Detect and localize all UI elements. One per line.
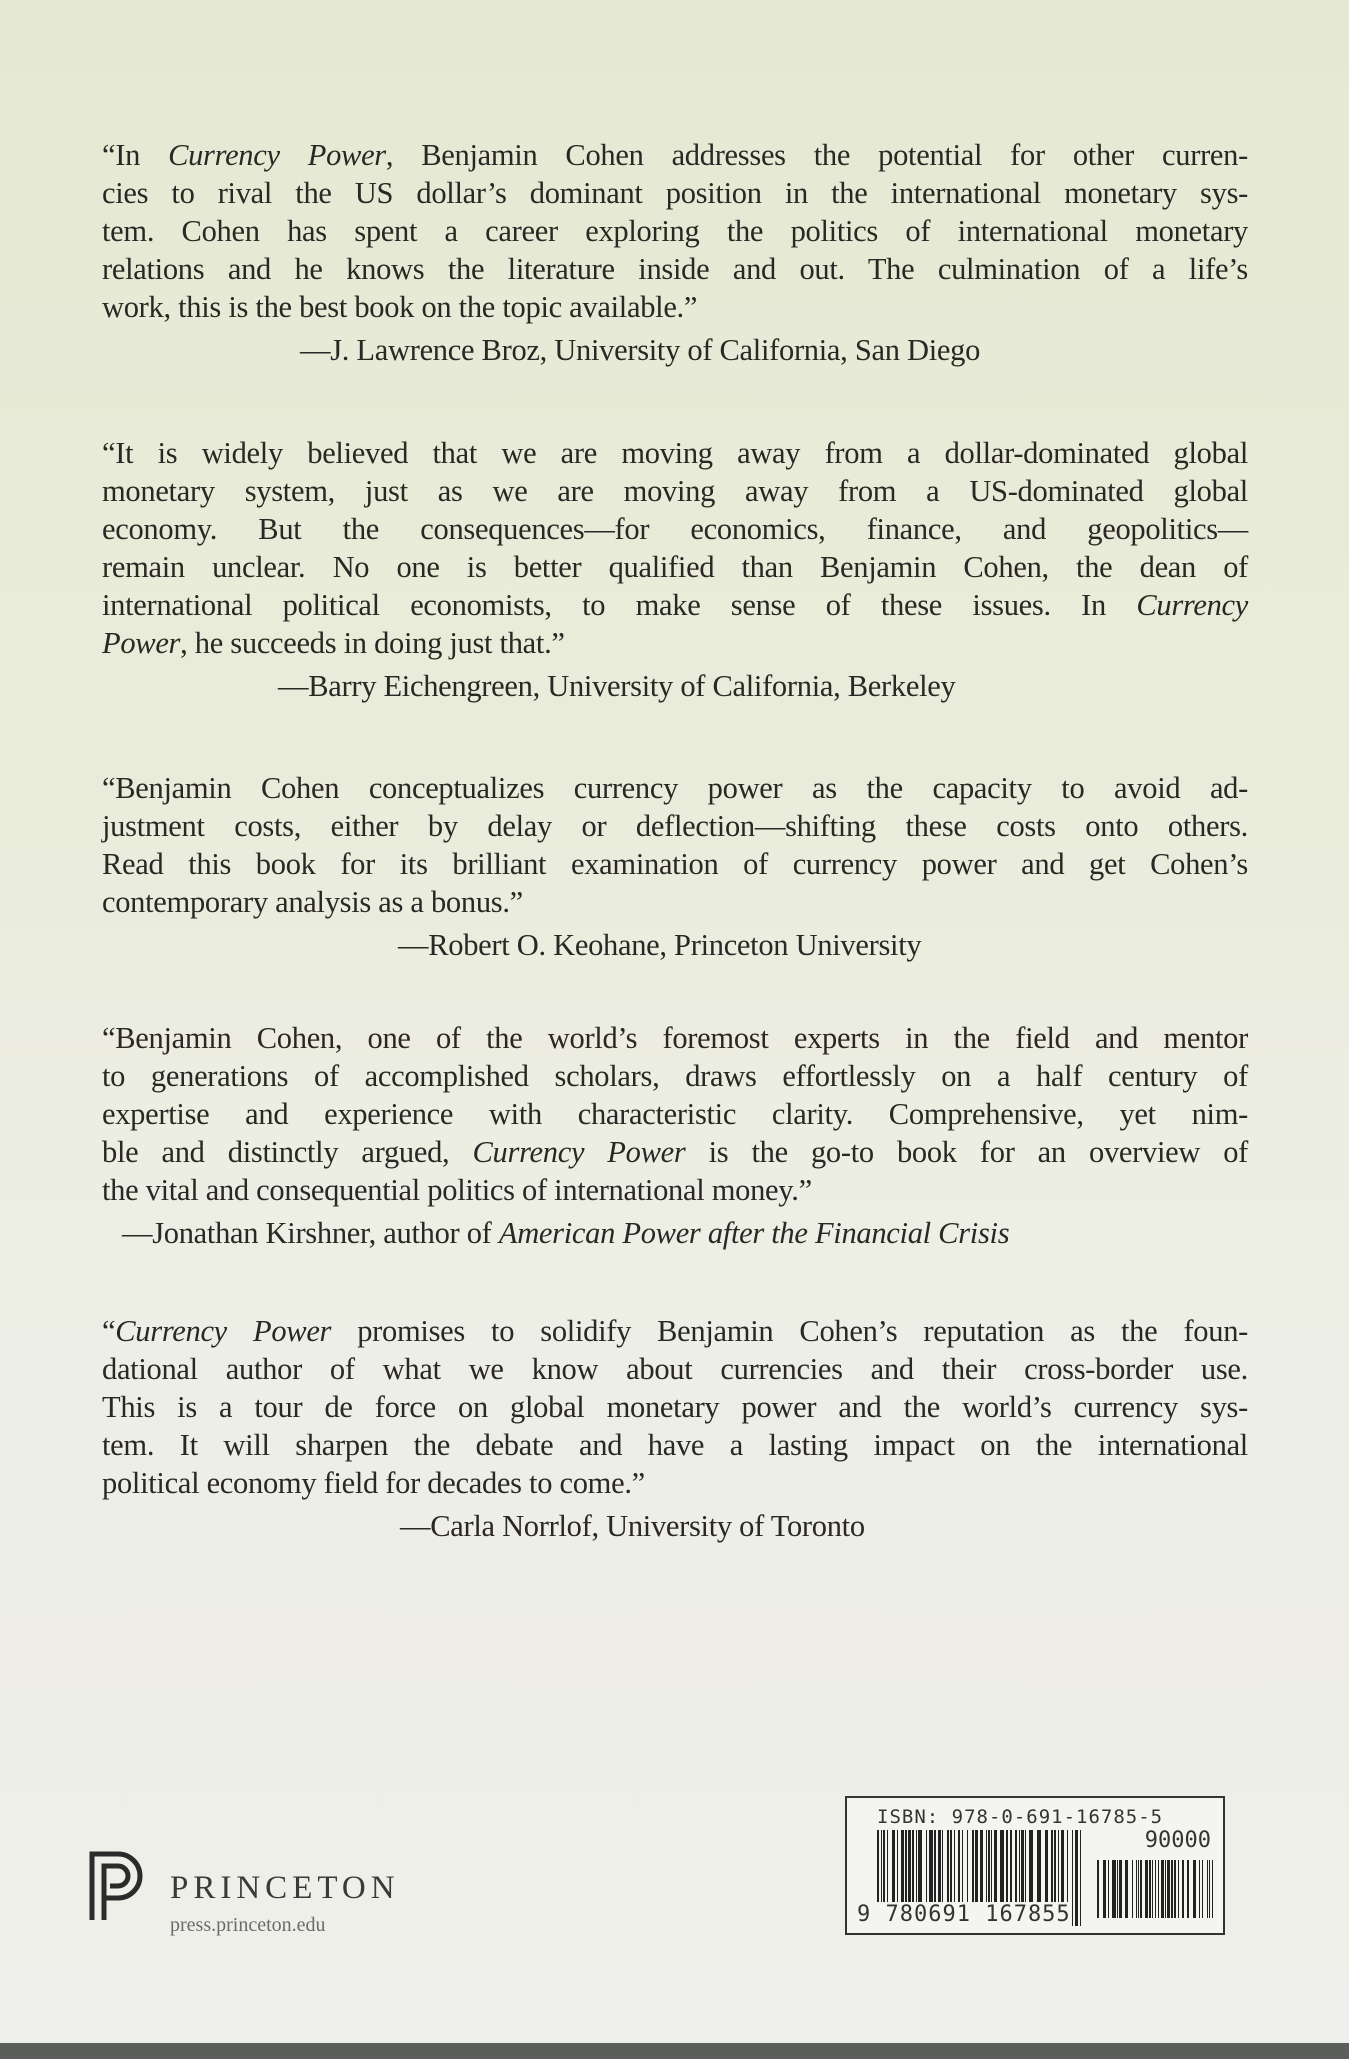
blurb-kirshner — [102, 1019, 1248, 1253]
quote-line — [102, 548, 1248, 586]
barcode-bar — [1174, 1860, 1176, 1918]
barcode-bar — [1199, 1860, 1200, 1918]
publisher-url: press.princeton.edu — [170, 1914, 326, 1936]
text-segment: to generations of accomplished scholars, draws effortlessly on a half century of — [102, 1059, 1248, 1093]
barcode-bar — [1193, 1860, 1196, 1918]
barcode-bar — [1080, 1830, 1081, 1926]
barcode-bar — [1165, 1860, 1166, 1918]
text-segment: , he succeeds in doing just that.” — [180, 626, 565, 660]
isbn-label: ISBN: 978-0-691-16785-5 — [877, 1806, 1164, 1828]
text-segment: is the go-to book for an overview of — [685, 1135, 1249, 1169]
ean-digits: 9 780691 167855 — [857, 1902, 1071, 1927]
text-segment: contemporary analysis as a bonus.” — [102, 885, 523, 919]
isbn-barcode — [845, 1796, 1225, 1935]
quote-attribution — [102, 925, 1248, 965]
italic-title: American Power after the Financial Crisis — [498, 1216, 1010, 1250]
text-segment: tem. Cohen has spent a career exploring the politics of international monetary — [102, 214, 1248, 248]
quote-line — [102, 769, 1248, 807]
text-segment: —Barry Eichengreen, University of California, Berkeley — [278, 669, 956, 703]
quote-line — [102, 1426, 1248, 1464]
quote-attribution — [102, 666, 1248, 706]
quote-line — [102, 883, 1248, 921]
text-segment: political economy field for decades to come.” — [102, 1466, 645, 1500]
barcode-bar — [1161, 1860, 1164, 1918]
text-segment: —J. Lawrence Broz, University of California, San Diego — [300, 333, 981, 367]
text-segment: monetary system, just as we are moving away from a US-dominated global — [102, 474, 1248, 508]
barcode-bar — [1132, 1860, 1133, 1918]
quote-line — [102, 136, 1248, 174]
barcode-bar — [1075, 1830, 1078, 1926]
barcode-bar — [1125, 1860, 1128, 1918]
quote-attribution — [102, 1213, 1248, 1253]
text-segment: justment costs, either by delay or deflection—shifting these costs onto others. — [102, 809, 1248, 843]
quote-attribution — [102, 1506, 1248, 1546]
text-segment: the vital and consequential politics of international money.” — [102, 1173, 812, 1207]
quote-line — [102, 434, 1248, 472]
text-segment: tem. It will sharpen the debate and have a lasting impact on the international — [102, 1428, 1248, 1462]
text-segment: international political economists, to make sense of these issues. In — [102, 588, 1137, 622]
text-segment: “It is widely believed that we are moving away from a dollar-dominated global — [102, 436, 1248, 470]
text-segment: promises to solidify Benjamin Cohen’s reputation as the foun- — [331, 1314, 1249, 1348]
text-segment: “Benjamin Cohen conceptualizes currency power as the capacity to avoid ad- — [102, 771, 1248, 805]
text-segment: —Robert O. Keohane, Princeton University — [398, 928, 922, 962]
text-segment: expertise and experience with characteristic clarity. Comprehensive, yet nim- — [102, 1097, 1248, 1131]
text-segment: ble and distinctly argued, — [102, 1135, 473, 1169]
barcode-bar — [1140, 1860, 1142, 1918]
princeton-p-logo-icon — [88, 1850, 148, 1922]
text-segment: remain unclear. No one is better qualified than Benjamin Cohen, the dean of — [102, 550, 1248, 584]
blurb-broz — [102, 136, 1248, 370]
text-segment: relations and he knows the literature inside and out. The culmination of a life’s — [102, 252, 1248, 286]
quote-line — [102, 1312, 1248, 1350]
text-segment: Read this book for its brilliant examination of currency power and get Cohen’s — [102, 847, 1248, 881]
barcode-bar — [1108, 1860, 1109, 1918]
quote-line — [102, 288, 1248, 326]
barcode-bar — [1152, 1860, 1153, 1918]
quote-line — [102, 1019, 1248, 1057]
text-segment: , Benjamin Cohen addresses the potential for other curren- — [385, 138, 1248, 172]
text-segment: dational author of what we know about currencies and their cross-border use. — [102, 1352, 1248, 1386]
price-code: 90000 — [1144, 1828, 1211, 1853]
barcode-bar — [1112, 1860, 1116, 1918]
quote-line — [102, 1057, 1248, 1095]
text-segment: “Benjamin Cohen, one of the world’s foremost experts in the field and mentor — [102, 1021, 1248, 1055]
barcode-bar — [1155, 1860, 1156, 1918]
quote-line — [102, 510, 1248, 548]
quote-line — [102, 624, 1248, 662]
barcode-bar — [1207, 1860, 1208, 1918]
italic-title: Currency — [1136, 588, 1248, 622]
quote-line — [102, 1388, 1248, 1426]
barcode-bar — [1103, 1860, 1106, 1918]
text-segment: economy. But the consequences—for economics, finance, and geopolitics— — [102, 512, 1248, 546]
barcode-bar — [1119, 1860, 1122, 1918]
barcode-bar — [1212, 1860, 1213, 1918]
text-segment: work, this is the best book on the topic available.” — [102, 290, 698, 324]
barcode-bar — [1187, 1860, 1189, 1918]
quote-line — [102, 1095, 1248, 1133]
quote-line — [102, 1171, 1248, 1209]
italic-title: Currency Power — [168, 138, 386, 172]
quote-line — [102, 1464, 1248, 1502]
barcode-bar — [1138, 1860, 1139, 1918]
text-segment: “ — [102, 1314, 116, 1348]
barcode-bar — [1182, 1860, 1184, 1918]
blurb-norrlof — [102, 1312, 1248, 1546]
barcode-bar — [1136, 1860, 1137, 1918]
italic-title: Currency Power — [472, 1135, 686, 1169]
blurb-keohane — [102, 769, 1248, 965]
quote-line — [102, 845, 1248, 883]
text-segment: —Jonathan Kirshner, author of — [122, 1216, 499, 1250]
text-segment: —Carla Norrlof, University of Toronto — [400, 1509, 865, 1543]
barcode-bar — [1202, 1860, 1203, 1918]
quote-line — [102, 472, 1248, 510]
cover-edge — [0, 2043, 1349, 2059]
barcode-bar — [1117, 1860, 1118, 1918]
italic-title: Currency Power — [115, 1314, 332, 1348]
barcode-bar — [1178, 1860, 1179, 1918]
barcode-bar — [1097, 1860, 1099, 1918]
quote-line — [102, 586, 1248, 624]
quote-line — [102, 1350, 1248, 1388]
quote-attribution — [102, 330, 1248, 370]
barcode-bar — [1072, 1830, 1073, 1926]
blurb-eichengreen — [102, 434, 1248, 706]
quote-line — [102, 1133, 1248, 1171]
text-segment: “In — [102, 138, 169, 172]
quote-line — [102, 174, 1248, 212]
quote-line — [102, 212, 1248, 250]
quote-line — [102, 250, 1248, 288]
publisher-name: PRINCETON — [170, 1870, 400, 1906]
text-segment: This is a tour de force on global monetary power and the world’s currency sys- — [102, 1390, 1248, 1424]
barcode-bar — [1171, 1860, 1173, 1918]
italic-title: Power — [102, 626, 181, 660]
barcode-bar — [1145, 1860, 1148, 1918]
barcode-bar — [1149, 1860, 1151, 1918]
barcode-bar — [1209, 1860, 1210, 1918]
text-segment: cies to rival the US dollar’s dominant position in the international monetary sys- — [102, 176, 1248, 210]
quote-line — [102, 807, 1248, 845]
barcode-bar — [1167, 1860, 1170, 1918]
barcode-bar — [1158, 1860, 1159, 1918]
